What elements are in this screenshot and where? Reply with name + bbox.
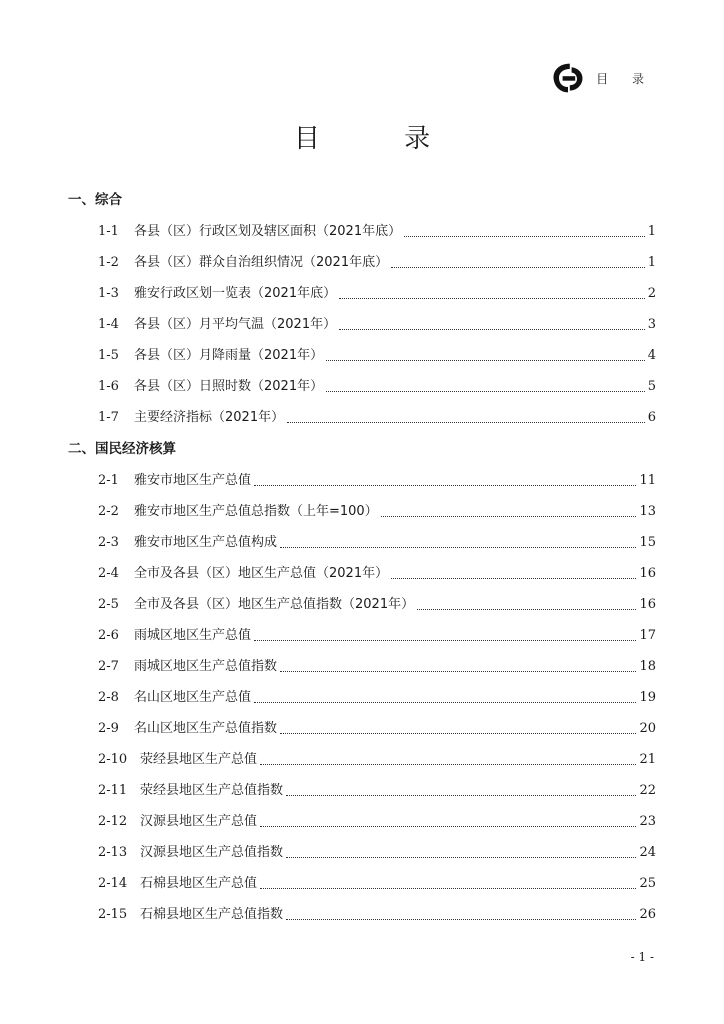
toc-entry-page: 25 <box>639 876 656 891</box>
toc-entry-title: 各县（区）行政区划及辖区面积（2021年底） <box>134 224 402 239</box>
toc-entry-number: 1-7 <box>98 410 119 425</box>
toc-entry-page: 11 <box>639 473 656 488</box>
toc-entry-page: 4 <box>647 348 656 363</box>
toc-entry[interactable] <box>68 713 656 744</box>
toc-entry-number: 2-14 <box>98 876 128 891</box>
toc-entry-page: 23 <box>639 814 656 829</box>
page-title: 目 录 <box>293 124 469 154</box>
toc-entry-page: 1 <box>647 224 656 239</box>
toc-entry-title: 石棉县地区生产总值指数 <box>140 907 284 922</box>
toc-entry[interactable] <box>68 651 656 682</box>
toc-dot-leader <box>260 888 636 889</box>
toc-entry-page: 17 <box>639 628 656 643</box>
toc-entry[interactable] <box>68 527 656 558</box>
toc-entry[interactable] <box>68 340 656 371</box>
toc-dot-leader <box>339 329 645 330</box>
toc-entry-number: 1-6 <box>98 379 119 394</box>
toc-entry-number: 2-12 <box>98 814 128 829</box>
toc-entry-number: 2-5 <box>98 597 119 612</box>
toc-entry-title: 主要经济指标（2021年） <box>134 410 285 425</box>
toc-dot-leader <box>381 516 637 517</box>
toc-entry[interactable] <box>68 402 656 433</box>
toc-entry-page: 6 <box>647 410 656 425</box>
toc-dot-leader <box>339 298 645 299</box>
toc-entry-number: 2-2 <box>98 504 119 519</box>
toc-entry-title: 各县（区）月平均气温（2021年） <box>134 317 337 332</box>
toc-entry-title: 雅安行政区划一览表（2021年底） <box>134 286 337 301</box>
toc-entry-page: 16 <box>639 566 656 581</box>
toc-entry-page: 18 <box>639 659 656 674</box>
toc-dot-leader <box>417 609 636 610</box>
toc-entry[interactable] <box>68 216 656 247</box>
toc-dot-leader <box>260 826 636 827</box>
toc-entry-page: 26 <box>639 907 656 922</box>
toc-entry-page: 15 <box>639 535 656 550</box>
toc-section-heading: 二、国民经济核算 <box>68 441 176 457</box>
toc-entry-number: 2-9 <box>98 721 119 736</box>
toc-entry-title: 荥经县地区生产总值 <box>140 752 258 767</box>
toc-entry-page: 19 <box>639 690 656 705</box>
toc-entry-title: 雅安市地区生产总值 <box>134 473 252 488</box>
toc-entry[interactable] <box>68 247 656 278</box>
toc-entry-title: 全市及各县（区）地区生产总值（2021年） <box>134 566 389 581</box>
toc-entry-page: 21 <box>639 752 656 767</box>
toc-entry-page: 20 <box>639 721 656 736</box>
toc-entry-title: 各县（区）群众自治组织情况（2021年底） <box>134 255 389 270</box>
toc-entry[interactable] <box>68 744 656 775</box>
toc-entry[interactable] <box>68 837 656 868</box>
toc-dot-leader <box>286 857 636 858</box>
table-of-contents <box>68 184 656 930</box>
toc-dot-leader <box>254 640 636 641</box>
toc-entry[interactable] <box>68 682 656 713</box>
toc-entry[interactable] <box>68 620 656 651</box>
toc-entry-number: 2-3 <box>98 535 119 550</box>
toc-entry-number: 1-2 <box>98 255 119 270</box>
toc-dot-leader <box>280 733 636 734</box>
toc-entry[interactable] <box>68 371 656 402</box>
toc-entry-title: 全市及各县（区）地区生产总值指数（2021年） <box>134 597 415 612</box>
page-number: - 1 - <box>630 950 654 964</box>
toc-dot-leader <box>391 267 645 268</box>
toc-dot-leader <box>286 919 636 920</box>
toc-dot-leader <box>287 422 645 423</box>
toc-entry-number: 2-10 <box>98 752 128 767</box>
toc-entry-page: 1 <box>647 255 656 270</box>
toc-entry-number: 2-8 <box>98 690 119 705</box>
toc-entry-page: 2 <box>647 286 656 301</box>
toc-entry-number: 2-6 <box>98 628 119 643</box>
page-header <box>550 60 654 96</box>
toc-dot-leader <box>254 485 636 486</box>
toc-entry-title: 石棉县地区生产总值 <box>140 876 258 891</box>
toc-entry[interactable] <box>68 309 656 340</box>
toc-entry[interactable] <box>68 899 656 930</box>
toc-entry-number: 2-7 <box>98 659 119 674</box>
toc-entry-page: 22 <box>639 783 656 798</box>
toc-dot-leader <box>326 391 645 392</box>
toc-entry-page: 13 <box>639 504 656 519</box>
toc-entry[interactable] <box>68 775 656 806</box>
toc-dot-leader <box>404 236 645 237</box>
toc-entry-number: 2-1 <box>98 473 119 488</box>
toc-entry-number: 2-11 <box>98 783 128 798</box>
toc-entry-page: 5 <box>647 379 656 394</box>
toc-entry[interactable] <box>68 465 656 496</box>
toc-entry-title: 雨城区地区生产总值指数 <box>134 659 278 674</box>
toc-entry-page: 16 <box>639 597 656 612</box>
toc-dot-leader <box>326 360 645 361</box>
toc-entry-number: 2-13 <box>98 845 128 860</box>
toc-dot-leader <box>286 795 636 796</box>
toc-entry-title: 名山区地区生产总值指数 <box>134 721 278 736</box>
toc-entry-title: 雅安市地区生产总值构成 <box>134 535 278 550</box>
toc-dot-leader <box>260 764 636 765</box>
toc-entry-title: 雅安市地区生产总值总指数（上年=100） <box>134 504 378 519</box>
toc-entry-number: 2-4 <box>98 566 119 581</box>
toc-entry-number: 1-5 <box>98 348 119 363</box>
statistics-logo-icon <box>550 60 586 96</box>
toc-entry-title: 名山区地区生产总值 <box>134 690 252 705</box>
toc-entry-title: 荥经县地区生产总值指数 <box>140 783 284 798</box>
toc-dot-leader <box>254 702 636 703</box>
toc-entry[interactable] <box>68 496 656 527</box>
toc-entry[interactable] <box>68 558 656 589</box>
toc-section-heading: 一、综合 <box>68 192 122 208</box>
toc-entry[interactable] <box>68 806 656 837</box>
toc-entry-number: 2-15 <box>98 907 128 922</box>
toc-dot-leader <box>280 547 636 548</box>
toc-dot-leader <box>391 578 636 579</box>
toc-entry[interactable] <box>68 868 656 899</box>
toc-entry-page: 24 <box>639 845 656 860</box>
toc-entry[interactable] <box>68 278 656 309</box>
header-section-label: 目 录 <box>596 71 654 86</box>
toc-entry-title: 雨城区地区生产总值 <box>134 628 252 643</box>
toc-entry-title: 汉源县地区生产总值 <box>140 814 258 829</box>
toc-entry[interactable] <box>68 589 656 620</box>
toc-entry-number: 1-4 <box>98 317 119 332</box>
toc-dot-leader <box>280 671 636 672</box>
toc-entry-page: 3 <box>647 317 656 332</box>
toc-entry-number: 1-3 <box>98 286 119 301</box>
toc-entry-title: 各县（区）日照时数（2021年） <box>134 379 324 394</box>
toc-entry-number: 1-1 <box>98 224 119 239</box>
toc-entry-title: 汉源县地区生产总值指数 <box>140 845 284 860</box>
toc-entry-title: 各县（区）月降雨量（2021年） <box>134 348 324 363</box>
